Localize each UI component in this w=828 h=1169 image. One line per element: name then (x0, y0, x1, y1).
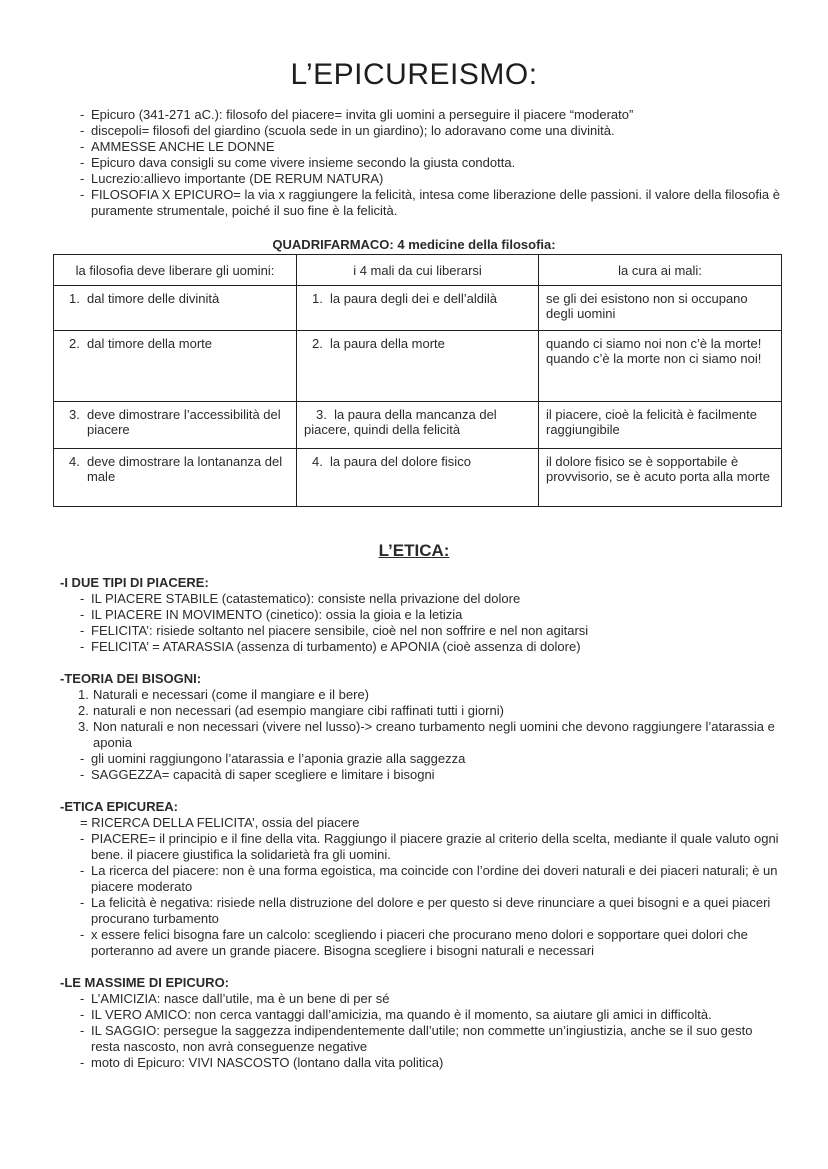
cell-text: il dolore fisico se è sopportabile è provvisorio, se è acuto porta alla morte (546, 454, 770, 484)
item-number: 4. (69, 454, 80, 469)
intro-item: - Lucrezio:allievo importante (DE RERUM NATURA) (80, 171, 780, 187)
item-number: 3. (78, 719, 89, 734)
cell-text: deve dimostrare l’accessibilità del piacere (87, 407, 281, 437)
table-row (54, 449, 782, 507)
cell-text: la paura della morte (330, 336, 445, 351)
table-cell (297, 286, 539, 331)
table-cell (54, 449, 297, 507)
item-text: naturali e non necessari (ad esempio mangiare cibi raffinati tutti i giorni) (93, 703, 504, 718)
item-number: 3. (69, 407, 80, 422)
section-heading: -TEORIA DEI BISOGNI: (60, 671, 202, 686)
column-header: i 4 mali da cui liberarsi (297, 255, 539, 286)
table-cell (539, 331, 782, 402)
list-item: - FELICITA’ = ATARASSIA (assenza di turbamento) e APONIA (cioè assenza di dolore) (80, 639, 780, 655)
table-header-row (54, 255, 782, 286)
section-massime (60, 975, 780, 1071)
table-cell (539, 402, 782, 449)
list-item: - PIACERE= il principio e il fine della vita. Raggiungo il piacere grazie al criterio della scelta, mediante il quale valuto ogni bene. il piacere giustifica la solidarietà fra gli uomini. (80, 831, 780, 863)
table-cell (297, 331, 539, 402)
quadrifarmaco-title: QUADRIFARMACO: 4 medicine della filosofia: (272, 237, 556, 252)
epicurea-first-line: = RICERCA DELLA FELICITA’, ossia del piacere (80, 815, 360, 830)
table-row (54, 286, 782, 331)
tipi-list (60, 591, 780, 655)
cell-text: il piacere, cioè la felicità è facilmente raggiungibile (546, 407, 757, 437)
item-number: 1. (78, 687, 89, 702)
etica-title: L’ETICA: (378, 541, 450, 560)
section-heading: -LE MASSIME DI EPICURO: (60, 975, 230, 990)
list-item: - IL VERO AMICO: non cerca vantaggi dall’amicizia, ma quando è il momento, sa aiutare gli amici in difficoltà. (80, 1007, 780, 1023)
cell-text: la paura degli dei e dell’aldilà (330, 291, 497, 306)
intro-item: - AMMESSE ANCHE LE DONNE (80, 139, 780, 155)
quadrifarmaco-table (53, 254, 782, 507)
list-item: - IL PIACERE STABILE (catastematico): consiste nella privazione del dolore (80, 591, 780, 607)
table-cell (297, 449, 539, 507)
section-tipi-piacere (60, 575, 780, 655)
list-item: - FELICITA’: risiede soltanto nel piacere sensibile, cioè nel non soffrire e nel non agitarsi (80, 623, 780, 639)
cell-text: deve dimostrare la lontananza del male (87, 454, 283, 484)
table-row (54, 402, 782, 449)
item-number: 1. (69, 291, 80, 306)
page-title: L’EPICUREISMO: (290, 58, 538, 91)
epicurea-list (60, 831, 780, 959)
table-cell (54, 286, 297, 331)
intro-item: - Epicuro (341-271 aC.): filosofo del piacere= invita gli uomini a perseguire il piacere “moderato” (80, 107, 780, 123)
cell-text: dal timore della morte (87, 336, 212, 351)
section-teoria-bisogni (60, 671, 780, 783)
cell-text: quando ci siamo noi non c’è la morte! (546, 336, 762, 351)
cell-text: se gli dei esistono non si occupano degli uomini (546, 291, 748, 321)
cell-text: dal timore delle divinità (87, 291, 220, 306)
table-cell (539, 286, 782, 331)
list-item: - x essere felici bisogna fare un calcolo: scegliendo i piaceri che procurano meno dolori e sopportare quei dolori che porteranno ad avere un grande piacere. Bisogna scegliere i bisogni naturali e necessari (80, 927, 780, 959)
item-number: 2. (312, 336, 323, 351)
item-number: 2. (78, 703, 89, 718)
column-header: la cura ai mali: (539, 255, 782, 286)
item-number: 1. (312, 291, 323, 306)
list-item (78, 719, 780, 751)
list-item (78, 703, 780, 719)
table-cell (539, 449, 782, 507)
item-number: 3. (316, 407, 327, 422)
intro-list (80, 107, 780, 219)
table-cell (54, 402, 297, 449)
item-number: 2. (69, 336, 80, 351)
section-heading: -ETICA EPICUREA: (60, 799, 178, 814)
intro-item: - discepoli= filosofi del giardino (scuola sede in un giardino); lo adoravano come una divinità. (80, 123, 780, 139)
item-number: 4. (312, 454, 323, 469)
list-item: - La ricerca del piacere: non è una forma egoistica, ma coincide con l’ordine dei doveri naturali e dei piaceri naturali; è un piacere moderato (80, 863, 780, 895)
table-cell (297, 402, 539, 449)
item-text: Non naturali e non necessari (vivere nel lusso)-> creano turbamento negli uomini che devono raggiungere l’atarassia e aponia (93, 719, 775, 750)
table-cell (54, 331, 297, 402)
bisogni-numbered-list (60, 687, 780, 751)
list-item: - La felicità è negativa: risiede nella distruzione del dolore e per questo si deve rinunciare a quei bisogni e a quei piaceri procurano turbamento (80, 895, 780, 927)
intro-item: - FILOSOFIA X EPICURO= la via x raggiungere la felicità, intesa come liberazione delle passioni. il valore della filosofia è puramente strumentale, poiché il suo fine è la felicità. (80, 187, 780, 219)
item-text: Naturali e necessari (come il mangiare e il bere) (93, 687, 370, 702)
section-etica-epicurea (60, 799, 780, 959)
list-item: - SAGGEZZA= capacità di saper scegliere e limitare i bisogni (80, 767, 780, 783)
list-item: - gli uomini raggiungono l’atarassia e l’aponia grazie alla saggezza (80, 751, 780, 767)
list-item: - moto di Epicuro: VIVI NASCOSTO (lontano dalla vita politica) (80, 1055, 780, 1071)
list-item: - IL SAGGIO: persegue la saggezza indipendentemente dall’utile; non commette un’ingiustizia, anche se il suo gesto resta nascosto, non avrà conseguenze negative (80, 1023, 780, 1055)
bisogni-list (60, 751, 780, 783)
cell-text: quando c’è la morte non ci siamo noi! (546, 351, 762, 366)
section-heading: -I DUE TIPI DI PIACERE: (60, 575, 209, 590)
column-header: la filosofia deve liberare gli uomini: (54, 255, 297, 286)
table-row (54, 331, 782, 402)
list-item (78, 687, 780, 703)
cell-text: la paura della mancanza del piacere, quindi della felicità (304, 407, 497, 437)
massime-list (60, 991, 780, 1071)
cell-text: la paura del dolore fisico (330, 454, 471, 469)
list-item: - IL PIACERE IN MOVIMENTO (cinetico): ossia la gioia e la letizia (80, 607, 780, 623)
intro-item: - Epicuro dava consigli su come vivere insieme secondo la giusta condotta. (80, 155, 780, 171)
list-item: - L’AMICIZIA: nasce dall’utile, ma è un bene di per sé (80, 991, 780, 1007)
